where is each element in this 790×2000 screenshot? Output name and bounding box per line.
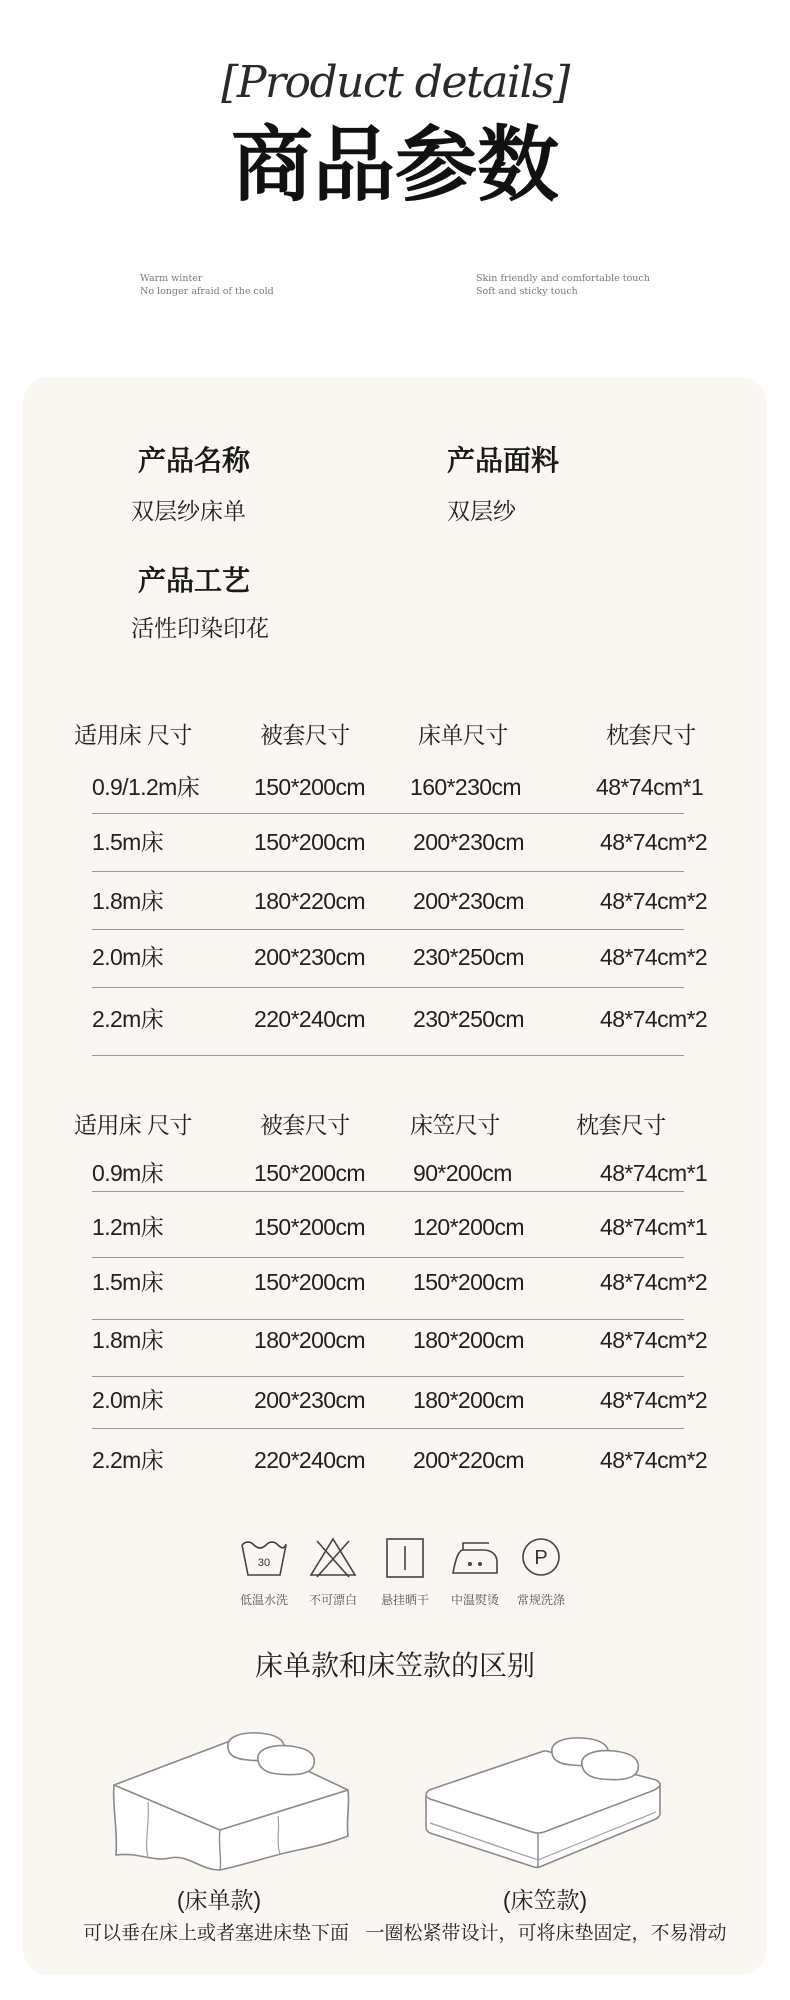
column-header-bed-size: 适用床 尺寸 bbox=[74, 722, 192, 748]
wash-temperature: 30 bbox=[257, 1557, 271, 1569]
product-craft-label: 产品工艺 bbox=[138, 565, 251, 596]
cell-pillowcase-size: 48*74cm*1 bbox=[596, 774, 704, 800]
cell-fitted-size: 120*200cm bbox=[413, 1214, 524, 1240]
column-header-duvet-size: 被套尺寸 bbox=[260, 722, 350, 748]
product-craft-value: 活性印染印花 bbox=[131, 615, 269, 641]
column-header-bed-size: 适用床 尺寸 bbox=[74, 1112, 192, 1138]
cell-fitted-size: 200*220cm bbox=[413, 1447, 524, 1473]
row-divider bbox=[92, 813, 684, 814]
cell-bed-size: 2.2m床 bbox=[92, 1447, 164, 1473]
cell-duvet-size: 150*200cm bbox=[254, 1214, 365, 1240]
title-chinese: 商品参数 bbox=[230, 120, 559, 211]
cell-duvet-size: 180*220cm bbox=[254, 888, 365, 914]
cell-pillowcase-size: 48*74cm*1 bbox=[600, 1214, 708, 1240]
cell-fitted-size: 180*200cm bbox=[413, 1387, 524, 1413]
cell-pillowcase-size: 48*74cm*2 bbox=[600, 1447, 708, 1473]
cell-pillowcase-size: 48*74cm*2 bbox=[600, 944, 708, 970]
cell-pillowcase-size: 48*74cm*1 bbox=[600, 1160, 708, 1186]
product-fabric-label: 产品面料 bbox=[447, 445, 560, 476]
row-divider bbox=[92, 1319, 684, 1320]
product-name-label: 产品名称 bbox=[138, 445, 251, 476]
cell-duvet-size: 180*200cm bbox=[254, 1327, 365, 1353]
table-row bbox=[23, 887, 767, 915]
cell-fitted-size: 90*200cm bbox=[413, 1160, 512, 1186]
table-row bbox=[23, 1446, 767, 1474]
product-name-value: 双层纱床单 bbox=[131, 498, 246, 524]
table-header-row bbox=[23, 1111, 767, 1139]
cell-duvet-size: 150*200cm bbox=[254, 1160, 365, 1186]
tagline-right-line2: Soft and sticky touch bbox=[476, 286, 578, 297]
tagline-right bbox=[476, 272, 650, 298]
table-header-row bbox=[23, 721, 767, 749]
fitted-sheet-description: 一圈松紧带设计，可将床垫固定，不易滑动 bbox=[365, 1923, 727, 1944]
cell-pillowcase-size: 48*74cm*2 bbox=[600, 1269, 708, 1295]
cell-duvet-size: 150*200cm bbox=[254, 774, 365, 800]
title-english: [Product details] bbox=[221, 57, 569, 108]
care-label-iron: 中温熨烫 bbox=[450, 1593, 499, 1607]
clean-symbol: P bbox=[534, 1547, 548, 1569]
table-row bbox=[23, 828, 767, 856]
flat-sheet-name: (床单款) bbox=[176, 1887, 262, 1913]
cell-pillowcase-size: 48*74cm*2 bbox=[600, 1387, 708, 1413]
cell-bed-size: 0.9/1.2m床 bbox=[92, 774, 200, 800]
cell-pillowcase-size: 48*74cm*2 bbox=[600, 1327, 708, 1353]
wash-30-icon bbox=[238, 1535, 290, 1579]
care-label-regular-wash: 常规洗涤 bbox=[516, 1593, 565, 1607]
cell-duvet-size: 220*240cm bbox=[254, 1006, 365, 1032]
flat-sheet-sketch bbox=[108, 1730, 353, 1875]
tagline-left-line2: No longer afraid of the cold bbox=[140, 286, 274, 297]
cell-bed-size: 0.9m床 bbox=[92, 1160, 164, 1186]
professional-clean-p-icon bbox=[515, 1535, 567, 1579]
cell-duvet-size: 200*230cm bbox=[254, 944, 365, 970]
cell-duvet-size: 200*230cm bbox=[254, 1387, 365, 1413]
cell-sheet-size: 160*230cm bbox=[410, 774, 521, 800]
cell-sheet-size: 230*250cm bbox=[413, 1006, 524, 1032]
row-divider bbox=[92, 1257, 684, 1258]
fitted-sheet-sketch bbox=[420, 1733, 665, 1873]
cell-sheet-size: 230*250cm bbox=[413, 944, 524, 970]
column-header-pillowcase-size: 枕套尺寸 bbox=[576, 1112, 666, 1138]
row-divider bbox=[92, 1055, 684, 1056]
cell-bed-size: 1.5m床 bbox=[92, 1269, 164, 1295]
flat-sheet-description: 可以垂在床上或者塞进床垫下面 bbox=[82, 1923, 349, 1944]
tagline-left-line1: Warm winter bbox=[140, 273, 203, 284]
tagline-left bbox=[140, 272, 274, 298]
row-divider bbox=[92, 987, 684, 988]
row-divider bbox=[92, 1428, 684, 1429]
cell-bed-size: 1.8m床 bbox=[92, 888, 164, 914]
cell-pillowcase-size: 48*74cm*2 bbox=[600, 1006, 708, 1032]
cell-fitted-size: 150*200cm bbox=[413, 1269, 524, 1295]
cell-pillowcase-size: 48*74cm*2 bbox=[600, 829, 708, 855]
cell-sheet-size: 200*230cm bbox=[413, 829, 524, 855]
cell-bed-size: 2.0m床 bbox=[92, 1387, 164, 1413]
row-divider bbox=[92, 929, 684, 930]
care-label-hang-dry: 悬挂晒干 bbox=[380, 1593, 429, 1607]
care-label-no-bleach: 不可漂白 bbox=[308, 1593, 357, 1607]
table-row bbox=[23, 1213, 767, 1241]
cell-bed-size: 1.8m床 bbox=[92, 1327, 164, 1353]
cell-bed-size: 1.2m床 bbox=[92, 1214, 164, 1240]
column-header-fitted-size: 床笠尺寸 bbox=[410, 1112, 500, 1138]
no-bleach-icon bbox=[307, 1535, 359, 1579]
comparison-title: 床单款和床笠款的区别 bbox=[254, 1650, 535, 1681]
cell-fitted-size: 180*200cm bbox=[413, 1327, 524, 1353]
table-row bbox=[23, 1268, 767, 1296]
table-row bbox=[23, 943, 767, 971]
cell-sheet-size: 200*230cm bbox=[413, 888, 524, 914]
row-divider bbox=[92, 1376, 684, 1377]
cell-bed-size: 2.2m床 bbox=[92, 1006, 164, 1032]
row-divider bbox=[92, 871, 684, 872]
row-divider bbox=[92, 1191, 684, 1192]
iron-medium-icon bbox=[449, 1535, 501, 1579]
table-row bbox=[23, 1386, 767, 1414]
column-header-pillowcase-size: 枕套尺寸 bbox=[606, 722, 696, 748]
product-fabric-value: 双层纱 bbox=[447, 498, 516, 524]
tagline-right-line1: Skin friendly and comfortable touch bbox=[476, 273, 650, 284]
table-row bbox=[23, 773, 767, 801]
table-row bbox=[23, 1159, 767, 1187]
cell-duvet-size: 150*200cm bbox=[254, 829, 365, 855]
hang-dry-icon bbox=[379, 1535, 431, 1579]
column-header-duvet-size: 被套尺寸 bbox=[260, 1112, 350, 1138]
table-row bbox=[23, 1005, 767, 1033]
column-header-sheet-size: 床单尺寸 bbox=[418, 722, 508, 748]
cell-bed-size: 2.0m床 bbox=[92, 944, 164, 970]
cell-pillowcase-size: 48*74cm*2 bbox=[600, 888, 708, 914]
cell-duvet-size: 150*200cm bbox=[254, 1269, 365, 1295]
fitted-sheet-name: (床笠款) bbox=[502, 1887, 588, 1913]
details-card bbox=[23, 377, 767, 1975]
cell-bed-size: 1.5m床 bbox=[92, 829, 164, 855]
table-row bbox=[23, 1326, 767, 1354]
cell-duvet-size: 220*240cm bbox=[254, 1447, 365, 1473]
care-label-wash: 低温水洗 bbox=[239, 1593, 288, 1607]
